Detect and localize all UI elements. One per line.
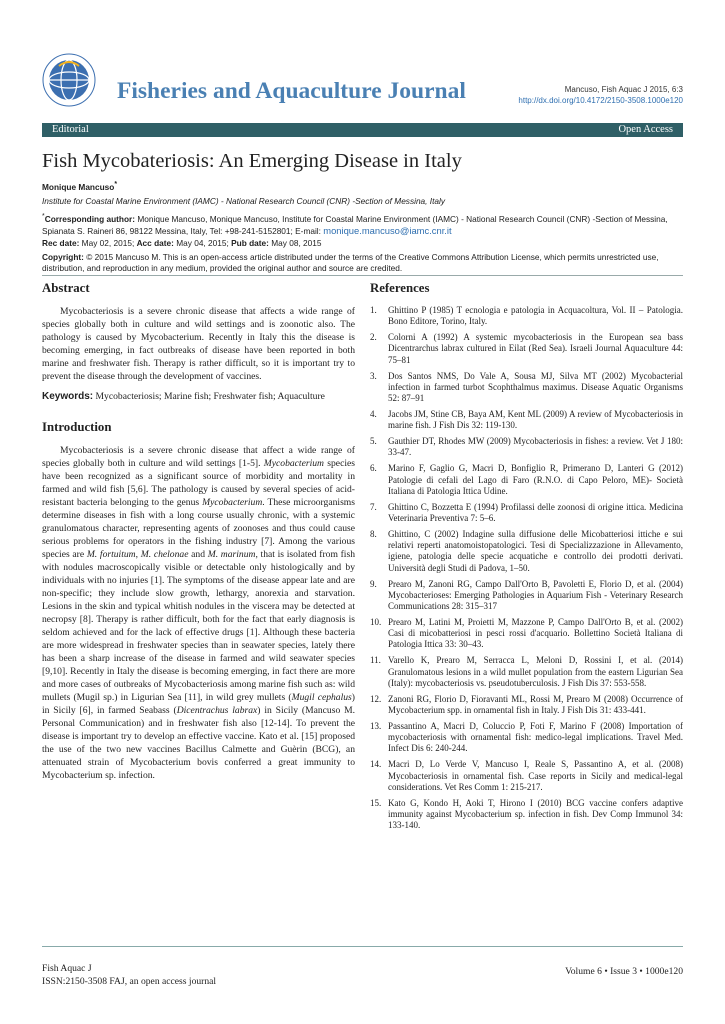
reference-item: [370, 798, 683, 832]
reference-text: Colorni A (1992) A systemic mycobacteriosis in the European sea bass Dicentrarchus labrax cultured in Eilat (Red Sea). Israeli Journal Aquaculture 44: 75–81: [388, 332, 683, 365]
reference-text: Jacobs JM, Stine CB, Baya AM, Kent ML (2009) A review of Mycobacteriosis in marine fish. J Fish Dis 32: 119-130.: [388, 409, 683, 431]
reference-item: [370, 529, 683, 574]
reference-text: Marino F, Gaglio G, Macri D, Bonfiglio R, Primerano D, Lanteri G (2012) Patologie di cefali del Lago di Faro (R.N.O. di Capo Peloro, ME)- Società Italiana di Patologia Ittica Udine.: [388, 463, 683, 496]
journal-title: Fisheries and Aquaculture Journal: [117, 78, 466, 104]
reference-number: 7.: [370, 501, 377, 512]
reference-text: Ghittino P (1985) T ecnologia e patologia in Acquacoltura, Vol. II – Patologia. Bono Editore, Torino, Italy.: [388, 305, 683, 327]
reference-number: 10.: [370, 617, 382, 628]
reference-text: Macri D, Lo Verde V, Mancuso I, Reale S, Passantino A, et al. (2008) Mycobacteriosis in ornamental fish. Case reports in Sicily and medical-legal considerations. Vet Res Comm 1: 215-217.: [388, 759, 683, 792]
email-link[interactable]: monique.mancuso@iamc.cnr.it: [323, 224, 452, 236]
introduction-text: Mycobacteriosis is a severe chronic disease that affect a wide range of species globally both in culture and wild settings [1-5]. Mycobacterium species have been recognized as a significant source of morbidity and mortality in farmed and wild fish [5,6]. The pathology is caused by several species of acid-resistant bacteria belonging to the genus Mycobacterium. These microorganisms determine diseases in fish with a long course usually chronic, with a systemic granulomatous character, representing agents of zoonoses and thus could cause serious problems for operators in the fishing industry [7]. Among the various species are M. fortuitum, M. chelonae and M. marinum, that is isolated from fish with nodules macroscopically visible or detectable only histologically and by individuals with no injuries [1]. The symptoms of the disease appear late and are non-specific; they include slow growth, lethargy, anorexia and starvation. Lesions in the skin and typical whitish nodules in the viscera may be detected at necropsy [8]. Therapy is rather difficult, both for the fact that early diagnosis is seldom achieved and for the lack of effective drugs [1]. Although these bacteria are more widespread in freshwater species than in seawater species, lately there has been a sharp increase of the disease in farmed and wild seawater species [9,10]. Recently in Italy the disease is becoming emerging, in fact there are more and more cases of outbreaks of Mycobacteriosis among marine fish such as: wild mullets (Mugil sp.) in Ligurian Sea [11], in wild grey mullets (Mugil cephalus) in Sicily [6], in farmed Seabass (Dicentrachus labrax) in Sicily (Mancuso M. Personal Communication) and in freshwater fish also [12-14]. To prevent the disease is important try to develop an effective vaccine. Kato et al. [15] proposed the use of the two new vaccines Bacillus Calmette and Guèrin (BCG), an attenuated strain of Mycobacterium bovis conferred a great immunity to Mycobacterium sp. infection.: [42, 445, 356, 781]
reference-number: 13.: [370, 721, 382, 732]
reference-item: [370, 305, 683, 327]
open-access-label: Open Access: [618, 124, 673, 135]
header-divider: [42, 275, 683, 276]
reference-item: [370, 371, 683, 405]
corresponding-author: *Corresponding author: Monique Mancuso, Monique Mancuso, Institute for Coastal Marine Environment (IAMC) - National Research Council (CNR) -Section of Messina, Spianata S. Raineri 86, 98122 Messina, Italy, Tel: +98-241-5152801; E-mail: monique.mancuso@iamc.cnr.it: [42, 213, 668, 236]
reference-item: [370, 409, 683, 431]
reference-text: Ghittino, C (2002) Indagine sulla diffusione delle Micobatteriosi ittiche e sui relativi reperti anatomoistopatologici. Tesi di Specializzazione in Allevamento, igiene, patologia delle specie acquatiche e controllo dei prodotti derivati. Università degli Studi di Padova, 1–50.: [388, 529, 683, 573]
reference-number: 5.: [370, 436, 377, 447]
paper-title: Fish Mycobateriosis: An Emerging Disease in Italy: [42, 150, 462, 172]
citation: Mancuso, Fish Aquac J 2015, 6:3: [564, 85, 683, 94]
reference-list: [370, 305, 683, 831]
footer-issn: ISSN:2150-3508 FAJ, an open access journal: [42, 976, 217, 987]
article-type-bar: [42, 123, 683, 137]
introduction-heading: Introduction: [42, 420, 112, 434]
reference-item: [370, 759, 683, 793]
reference-text: Varello K, Prearo M, Serracca L, Meloni D, Rossini I, et al. (2014) Granulomatous lesions in a wild mullet population from the eastern Ligurian Sea (Italy): mycobacteriosis vs. pseudotuberculosis. J Fish Dis 37: 553-558.: [388, 655, 683, 688]
reference-number: 9.: [370, 578, 377, 589]
reference-item: [370, 502, 683, 524]
reference-text: Dos Santos NMS, Do Vale A, Sousa MJ, Silva MT (2002) Mycobacterial infection in farmed turbot Scophthalmus maximus. Disease Aquatic Organisms 52: 87–91: [388, 370, 683, 404]
reference-text: Prearo M, Latini M, Proietti M, Mazzone P, Campo Dall'Orto B, et al. (2002) Casi di micobatteriosi in pesci rossi d'acquario. Bollettino Società Italiana di Patologia Ittica 33: 30–43.: [388, 617, 683, 650]
reference-text: Prearo M, Zanoni RG, Campo Dall'Orto B, Pavoletti E, Florio D, et al. (2004) Mycobacterioses: Emerging Pathologies in Aquarium Fish - Veterinary Research Communications 28: 315–317: [388, 578, 683, 612]
right-column: [370, 281, 683, 836]
reference-number: 3.: [370, 370, 377, 381]
footer-divider: [42, 946, 683, 947]
author: Monique Mancuso*: [42, 181, 118, 192]
publisher-logo: [41, 52, 97, 108]
reference-number: 2.: [370, 332, 377, 343]
reference-number: 11.: [370, 655, 381, 666]
reference-item: [370, 332, 683, 366]
affiliation: Institute for Coastal Marine Environment (IAMC) - National Research Council (CNR) -Section of Messina, Italy: [42, 196, 446, 206]
reference-text: Zanoni RG, Florio D, Fioravanti ML, Rossi M, Prearo M (2008) Occurrence of Mycobacterium spp. in ornamental fish in Italy. J Fish Dis 31: 433-441.: [388, 693, 683, 716]
references-heading: References: [370, 281, 430, 295]
left-column: [42, 281, 355, 782]
abstract-heading: Abstract: [42, 281, 90, 295]
reference-item: [370, 436, 683, 458]
reference-number: 14.: [370, 759, 382, 770]
reference-text: Gauthier DT, Rhodes MW (2009) Mycobacteriosis in fishes: a review. Vet J 180: 33-47.: [388, 436, 683, 458]
reference-number: 1.: [370, 305, 377, 315]
reference-item: [370, 655, 683, 689]
reference-number: 6.: [370, 463, 377, 474]
reference-number: 4.: [370, 409, 377, 420]
article-type: Editorial: [52, 124, 89, 135]
dates: Rec date: May 02, 2015; Acc date: May 04, 2015; Pub date: May 08, 2015: [42, 238, 322, 248]
keywords: Keywords: Mycobacteriosis; Marine fish; Freshwater fish; Aquaculture: [42, 391, 325, 402]
footer-journal: [42, 962, 216, 988]
reference-number: 8.: [370, 529, 377, 540]
copyright: Copyright: © 2015 Mancuso M. This is an open-access article distributed under the terms of the Creative Commons Attribution License, which permits unrestricted use, distribution, and reproduction in any medium, provided the original author and source are credited.: [42, 252, 659, 273]
footer-volume: Volume 6 • Issue 3 • 1000e120: [565, 966, 683, 977]
reference-item: [370, 617, 683, 651]
reference-item: [370, 694, 683, 716]
reference-item: [370, 721, 683, 755]
reference-number: 12.: [370, 693, 382, 704]
abstract-text: Mycobacteriosis is a severe chronic disease that affects a wide range of species globally both in culture and wild settings and is zoonotic also. The pathology is caused by Mycobacterium. Recently in Italy this the disease is becoming emerging, in fact outbreaks of disease have been reported in both marine and freshwater fish. Therapy is rather difficult, so it is important try to prevent the disease through the development of vaccines.: [42, 306, 355, 382]
reference-text: Passantino A, Macri D, Coluccio P, Foti F, Marino F (2008) Importation of mycobacteriosis with ornamental fish: medico-legal implications. Travel Med. Infect Dis 6: 240-244.: [388, 721, 683, 754]
reference-number: 15.: [370, 797, 382, 808]
reference-item: [370, 579, 683, 613]
doi-link[interactable]: http://dx.doi.org/10.4172/2150-3508.1000e120: [518, 96, 683, 105]
reference-item: [370, 463, 683, 497]
footer-journal-name: Fish Aquac J: [42, 963, 92, 974]
citation-block: [518, 84, 683, 106]
reference-text: Ghittino C, Bozzetta E (1994) Profilassi delle zoonosi di origine ittica. Medicina Veterinaria Preventiva 7: 5–6.: [388, 501, 683, 524]
reference-text: Kato G, Kondo H, Aoki T, Hirono I (2010) BCG vaccine confers adaptive immunity against Mycobacterium sp. infection in fish. Dev Comp Immunol 34: 133-140.: [388, 797, 683, 831]
